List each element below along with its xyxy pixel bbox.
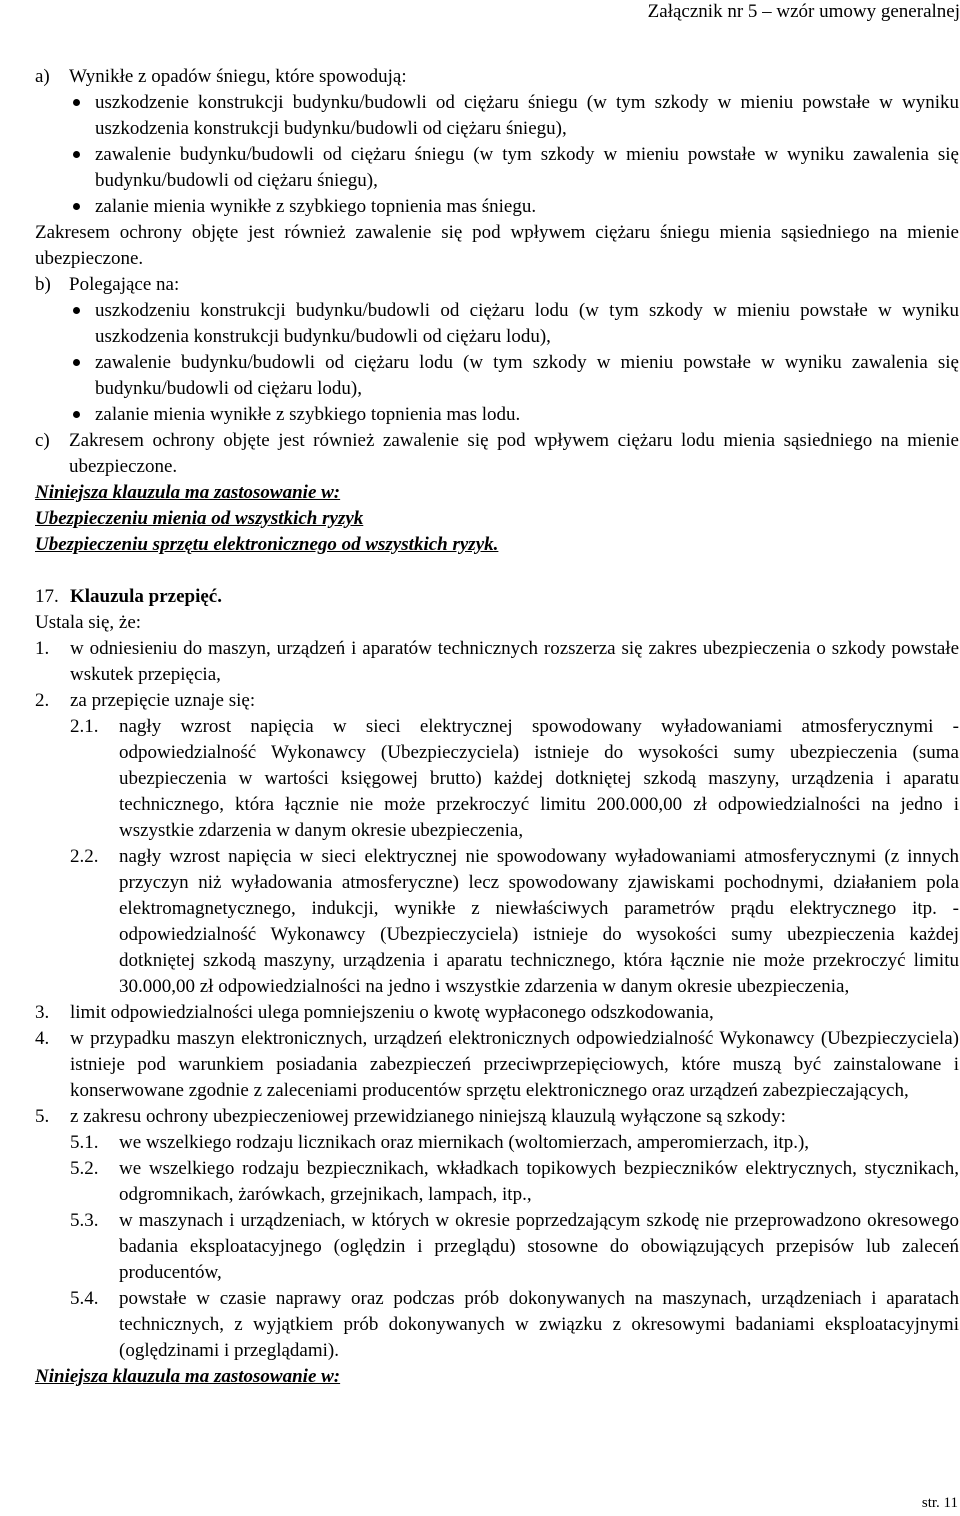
- list-item: [35, 142, 959, 194]
- bullet-text: zawalenie budynku/budowli od ciężaru śniegu (w tym szkody w mieniu powstałe w wyniku zawalenia się budynku/budowli od ciężaru śniegu),: [95, 144, 959, 191]
- bullet-icon: [35, 142, 95, 194]
- item-number: 5.1.: [70, 1132, 99, 1153]
- item-text: za przepięcie uznaje się:: [70, 690, 256, 711]
- clause-intro: Ustala się, że:: [35, 612, 142, 633]
- list-item: [35, 1104, 959, 1130]
- bullet-icon: [35, 402, 95, 428]
- item-text: limit odpowiedzialności ulega pomniejszeniu o kwotę wypłaconego odszkodowania,: [70, 1002, 714, 1023]
- applies-item: Ubezpieczeniu mienia od wszystkich ryzyk: [35, 508, 364, 529]
- applies-item: Ubezpieczeniu sprzętu elektronicznego od wszystkich ryzyk.: [35, 534, 499, 555]
- list-item: [70, 1156, 959, 1208]
- section-c-text: Zakresem ochrony objęte jest również zawalenie się pod wpływem ciężaru lodu mienia sąsiedniego na mienie ubezpieczone.: [69, 430, 959, 477]
- applies-heading: Niniejsza klauzula ma zastosowanie w:: [35, 1366, 341, 1387]
- item-number: 2.2.: [70, 846, 99, 867]
- item-text: w odniesieniu do maszyn, urządzeń i aparatów technicznych rozszerza się zakres ubezpieczenia o szkody powstałe wskutek przepięcia,: [70, 638, 959, 685]
- list-item: [70, 844, 959, 1000]
- item-text: w maszynach i urządzeniach, w których w okresie poprzedzającym szkodę nie przeprowadzono okresowego badania eksploatacyjnego (oględzin i przeglądu) stosowne do obowiązujących przepisów lub zaleceń producentów,: [119, 1210, 959, 1283]
- bullet-icon: [35, 90, 95, 142]
- bullet-text: zalanie mienia wynikłe z szybkiego topnienia mas lodu.: [95, 404, 521, 425]
- list-item: [35, 1000, 959, 1026]
- item-text: w przypadku maszyn elektronicznych, urządzeń elektronicznych odpowiedzialność Wykonawcy (Ubezpieczyciela) istnieje pod warunkiem posiadania zabezpieczeń przeciwprzepięciowych, które muszą być zainstalowane i konserwowane zgodnie z zaleceniami producentów sprzętu elektronicznego oraz urządzeń zabezpieczających,: [70, 1028, 959, 1101]
- item-number: 3.: [35, 1002, 50, 1023]
- item-number: 1.: [35, 638, 50, 659]
- bullet-text: uszkodzeniu konstrukcji budynku/budowli od ciężaru lodu (w tym szkody w mieniu powstałe w wyniku uszkodzenia konstrukcji budynku/budowli od ciężaru lodu),: [95, 300, 959, 347]
- list-item: [35, 636, 959, 688]
- item-text: we wszelkiego rodzaju bezpiecznikach, wkładkach topikowych bezpieczników elektrycznych, stycznikach, odgromnikach, żarówkach, grzejnikach, lampach, itp.,: [119, 1158, 959, 1205]
- section-b: [35, 272, 959, 298]
- section-c-label: c): [35, 430, 50, 451]
- list-item: [70, 714, 959, 844]
- list-item: [35, 298, 959, 350]
- section-a-note: Zakresem ochrony objęte jest również zawalenie się pod wpływem ciężaru śniegu mienia sąsiedniego na mienie ubezpieczone.: [35, 222, 959, 269]
- section-c: [35, 428, 959, 480]
- list-item: [35, 90, 959, 142]
- list-item: [35, 194, 959, 220]
- list-item: [35, 402, 959, 428]
- document-body: [35, 64, 959, 1390]
- bullet-text: zawalenie budynku/budowli od ciężaru lodu (w tym szkody w mieniu powstałe w wyniku zawalenia się budynku/budowli od ciężaru lodu),: [95, 352, 959, 399]
- section-a-label: a): [35, 66, 50, 87]
- item-text: powstałe w czasie naprawy oraz podczas prób dokonywanych na maszynach, urządzeniach i aparatach technicznych, z wyjątkiem prób dokonywanych w związku z okresowymi badaniami eksploatacyjnymi (oględzinami i przeglądami).: [119, 1288, 959, 1361]
- item-number: 2.: [35, 690, 50, 711]
- bullet-icon: [35, 298, 95, 350]
- section-a-intro: Wynikłe z opadów śniegu, które spowodują:: [69, 66, 407, 87]
- list-item: [35, 688, 959, 714]
- section-a: [35, 64, 959, 90]
- bullet-icon: [35, 194, 95, 220]
- item-number: 5.: [35, 1106, 50, 1127]
- section-b-label: b): [35, 274, 51, 295]
- list-item: [70, 1208, 959, 1286]
- list-item: [70, 1286, 959, 1364]
- item-number: 4.: [35, 1028, 50, 1049]
- list-item: [35, 1026, 959, 1104]
- list-item: [70, 1130, 959, 1156]
- item-text: we wszelkiego rodzaju licznikach oraz miernikach (woltomierzach, amperomierzach, itp.),: [119, 1132, 810, 1153]
- clause-title: Klauzula przepięć.: [70, 586, 222, 607]
- item-number: 2.1.: [70, 716, 99, 737]
- item-number: 5.4.: [70, 1288, 99, 1309]
- bullet-text: zalanie mienia wynikłe z szybkiego topnienia mas śniegu.: [95, 196, 537, 217]
- section-b-intro: Polegające na:: [69, 274, 180, 295]
- item-number: 5.2.: [70, 1158, 99, 1179]
- clause-number: 17.: [35, 586, 59, 607]
- item-text: z zakresu ochrony ubezpieczeniowej przewidzianego niniejszą klauzulą wyłączone są szkody:: [70, 1106, 786, 1127]
- bullet-text: uszkodzenie konstrukcji budynku/budowli od ciężaru śniegu (w tym szkody w mieniu powstałe w wyniku uszkodzenia konstrukcji budynku/budowli od ciężaru śniegu),: [95, 92, 959, 139]
- bullet-icon: [35, 350, 95, 402]
- applies-heading: Niniejsza klauzula ma zastosowanie w:: [35, 482, 341, 503]
- page-header: Załącznik nr 5 – wzór umowy generalnej: [647, 1, 960, 22]
- clause-17-heading: [35, 584, 959, 610]
- page-number: str. 11: [921, 1495, 958, 1511]
- item-text: nagły wzrost napięcia w sieci elektrycznej nie spowodowany wyładowaniami atmosferycznymi (z innych przyczyn niż wyładowania atmosferyczne) lecz spowodowany zjawiskami pochodnymi, działaniem pola elektromagnetycznego, indukcji, wynikłe z niewłaściwych parametrów prądu elektrycznego itp. - odpowiedzialność Wykonawcy (Ubezpieczyciela) istnieje do wysokości sumy ubezpieczenia każdej dotkniętej szkodą maszyny, urządzenia i aparatu technicznego, która łącznie nie może przekroczyć limitu 30.000,00 zł odpowiedzialności na jedno i wszystkie zdarzenia w danym okresie ubezpieczenia,: [119, 846, 959, 997]
- item-text: nagły wzrost napięcia w sieci elektrycznej spowodowany wyładowaniami atmosferycznymi - odpowiedzialność Wykonawcy (Ubezpieczyciela) istnieje do wysokości sumy ubezpieczenia (suma ubezpieczenia w wartości księgowej brutto) każdej dotkniętej szkodą maszyny, urządzenia i aparatu technicznego, która łącznie nie może przekroczyć limitu 200.000,00 zł odpowiedzialności na jedno i wszystkie zdarzenia w danym okresie ubezpieczenia,: [119, 716, 959, 841]
- list-item: [35, 350, 959, 402]
- item-number: 5.3.: [70, 1210, 99, 1231]
